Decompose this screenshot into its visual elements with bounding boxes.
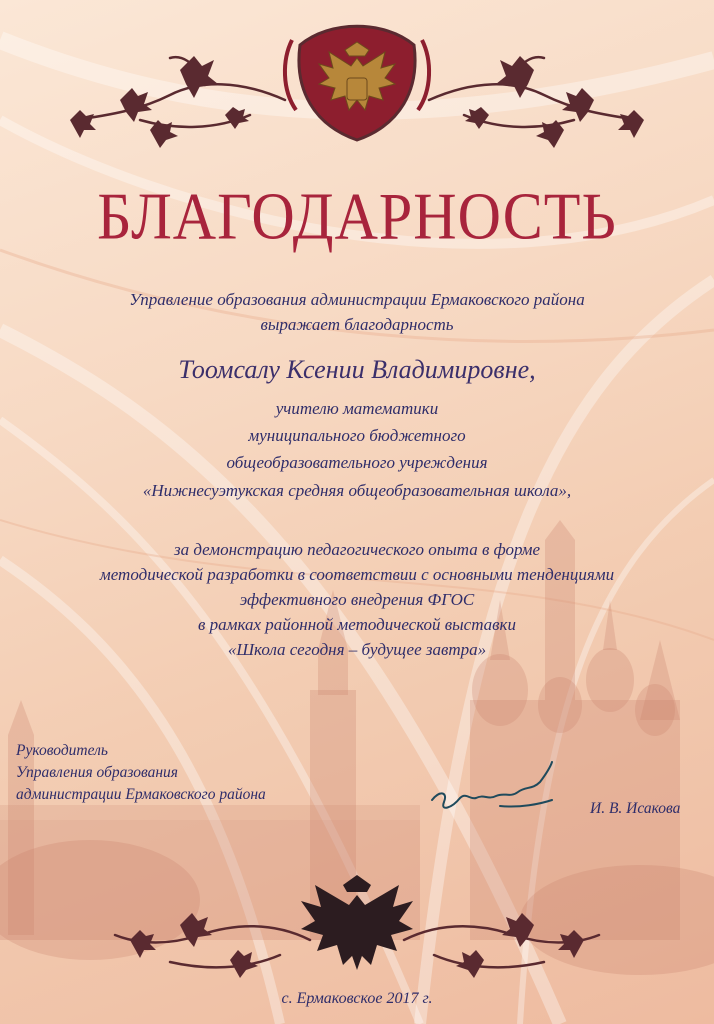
signatory-title-line-1: Руководитель [16,742,108,759]
issuer-line-1: Управление образования администрации Ермаковского района [129,290,585,309]
position-line-3: общеобразовательного учреждения [226,453,488,472]
issuer-line-2: выражает благодарность [260,315,454,334]
reason-line-3: эффективного внедрения ФГОС [239,590,475,609]
reason-line-4: в рамках районной методической выставки [197,615,517,634]
reason-line-2: методической разработки в соответствии с основными тенденциями [99,565,615,584]
signatory-name: И. В. Исакова [590,800,681,817]
certificate-title: БЛАГОДАРНОСТЬ [97,179,617,254]
school-name: «Нижнесуэтукская средняя общеобразовательная школа», [142,481,572,500]
place-and-year: с. Ермаковское 2017 г. [281,990,433,1007]
reason-line-5: «Школа сегодня – будущее завтра» [227,640,487,659]
reason-line-1: за демонстрацию педагогического опыта в форме [173,540,541,559]
signatory-title-line-2: Управления образования [16,764,178,781]
signatory-title-line-3: администрации Ермаковского района [16,786,266,803]
position-line-1: учителю математики [275,399,439,418]
position-line-2: муниципального бюджетного [248,426,466,445]
recipient-name: Тоомсалу Ксении Владимировне, [178,355,536,384]
